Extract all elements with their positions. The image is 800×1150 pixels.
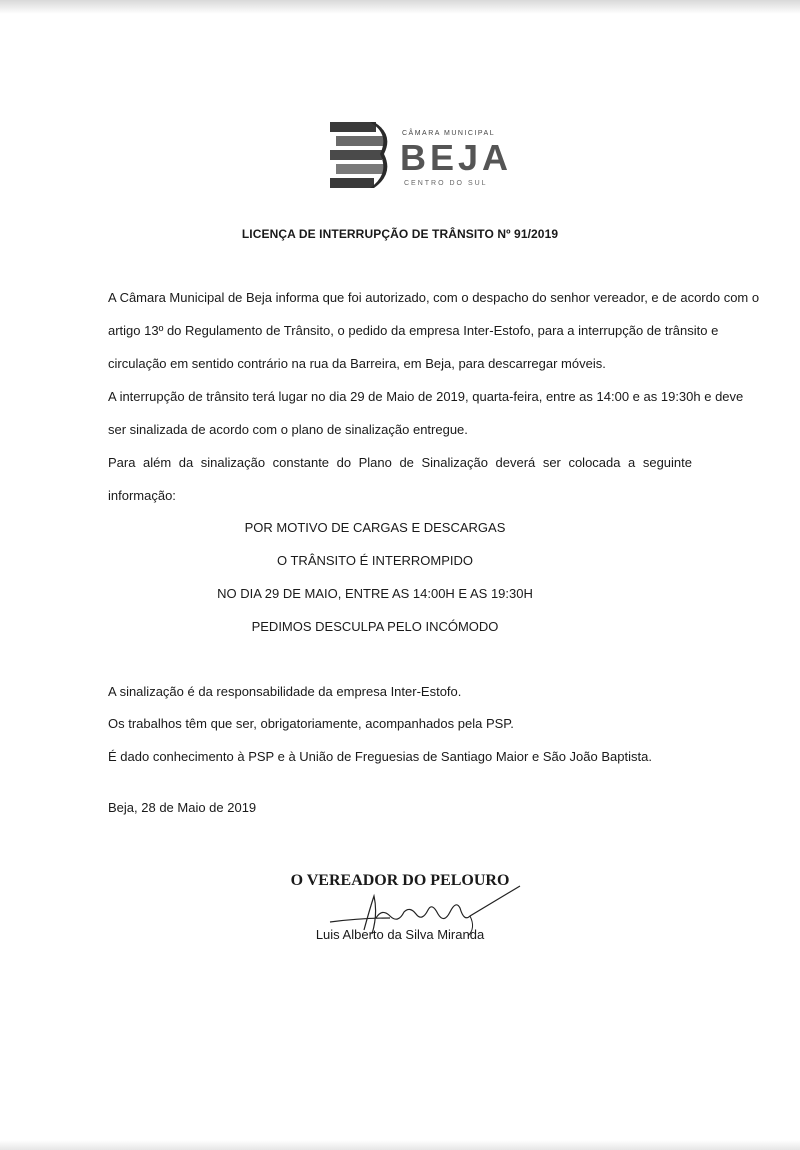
closing-line: Os trabalhos têm que ser, obrigatoriamente, acompanhados pela PSP. bbox=[108, 716, 514, 731]
notice-line: PEDIMOS DESCULPA PELO INCÓMODO bbox=[251, 619, 499, 634]
paragraph2-line: ser sinalizada de acordo com o plano de sinalização entregue. bbox=[108, 422, 468, 437]
notice-line: O TRÂNSITO É INTERROMPIDO bbox=[277, 553, 473, 568]
paragraph1-line: A Câmara Municipal de Beja informa que foi autorizado, com o despacho do senhor vereador, e de acordo com o bbox=[108, 290, 760, 305]
paragraph1-line: circulação em sentido contrário na rua da Barreira, em Beja, para descarregar móveis. bbox=[108, 356, 606, 371]
municipality-logo bbox=[330, 114, 513, 194]
document-title: LICENÇA DE INTERRUPÇÃO DE TRÂNSITO Nº 91/2019 bbox=[241, 227, 559, 241]
logo-subtitle: CENTRO DO SUL bbox=[404, 180, 488, 187]
document-date: Beja, 28 de Maio de 2019 bbox=[108, 800, 257, 815]
logo-main-text: BEJA bbox=[400, 137, 513, 178]
signer-title: O VEREADOR DO PELOURO bbox=[290, 872, 510, 889]
notice-line: POR MOTIVO DE CARGAS E DESCARGAS bbox=[244, 520, 506, 535]
signer-name: Luis Alberto da Silva Miranda bbox=[315, 927, 485, 942]
paragraph2-line: A interrupção de trânsito terá lugar no dia 29 de Maio de 2019, quarta-feira, entre as 14:00 e as 19:30h e deve bbox=[108, 389, 744, 404]
paragraph3-line: informação: bbox=[108, 488, 176, 503]
closing-line: É dado conhecimento à PSP e à União de Freguesias de Santiago Maior e São João Baptista. bbox=[108, 749, 652, 764]
paragraph1-line: artigo 13º do Regulamento de Trânsito, o pedido da empresa Inter-Estofo, para a interrupção de trânsito e bbox=[108, 323, 719, 338]
scan-shadow-bottom bbox=[0, 1140, 800, 1150]
scan-shadow-top bbox=[0, 0, 800, 14]
notice-line: NO DIA 29 DE MAIO, ENTRE AS 14:00H E AS 19:30H bbox=[217, 586, 533, 601]
logo-emblem-icon bbox=[330, 114, 390, 194]
logo-small-text: CÂMARA MUNICIPAL bbox=[402, 130, 496, 137]
closing-line: A sinalização é da responsabilidade da empresa Inter-Estofo. bbox=[108, 684, 462, 699]
paragraph3-line: Para além da sinalização constante do Plano de Sinalização deverá ser colocada a seguinte bbox=[108, 455, 692, 470]
